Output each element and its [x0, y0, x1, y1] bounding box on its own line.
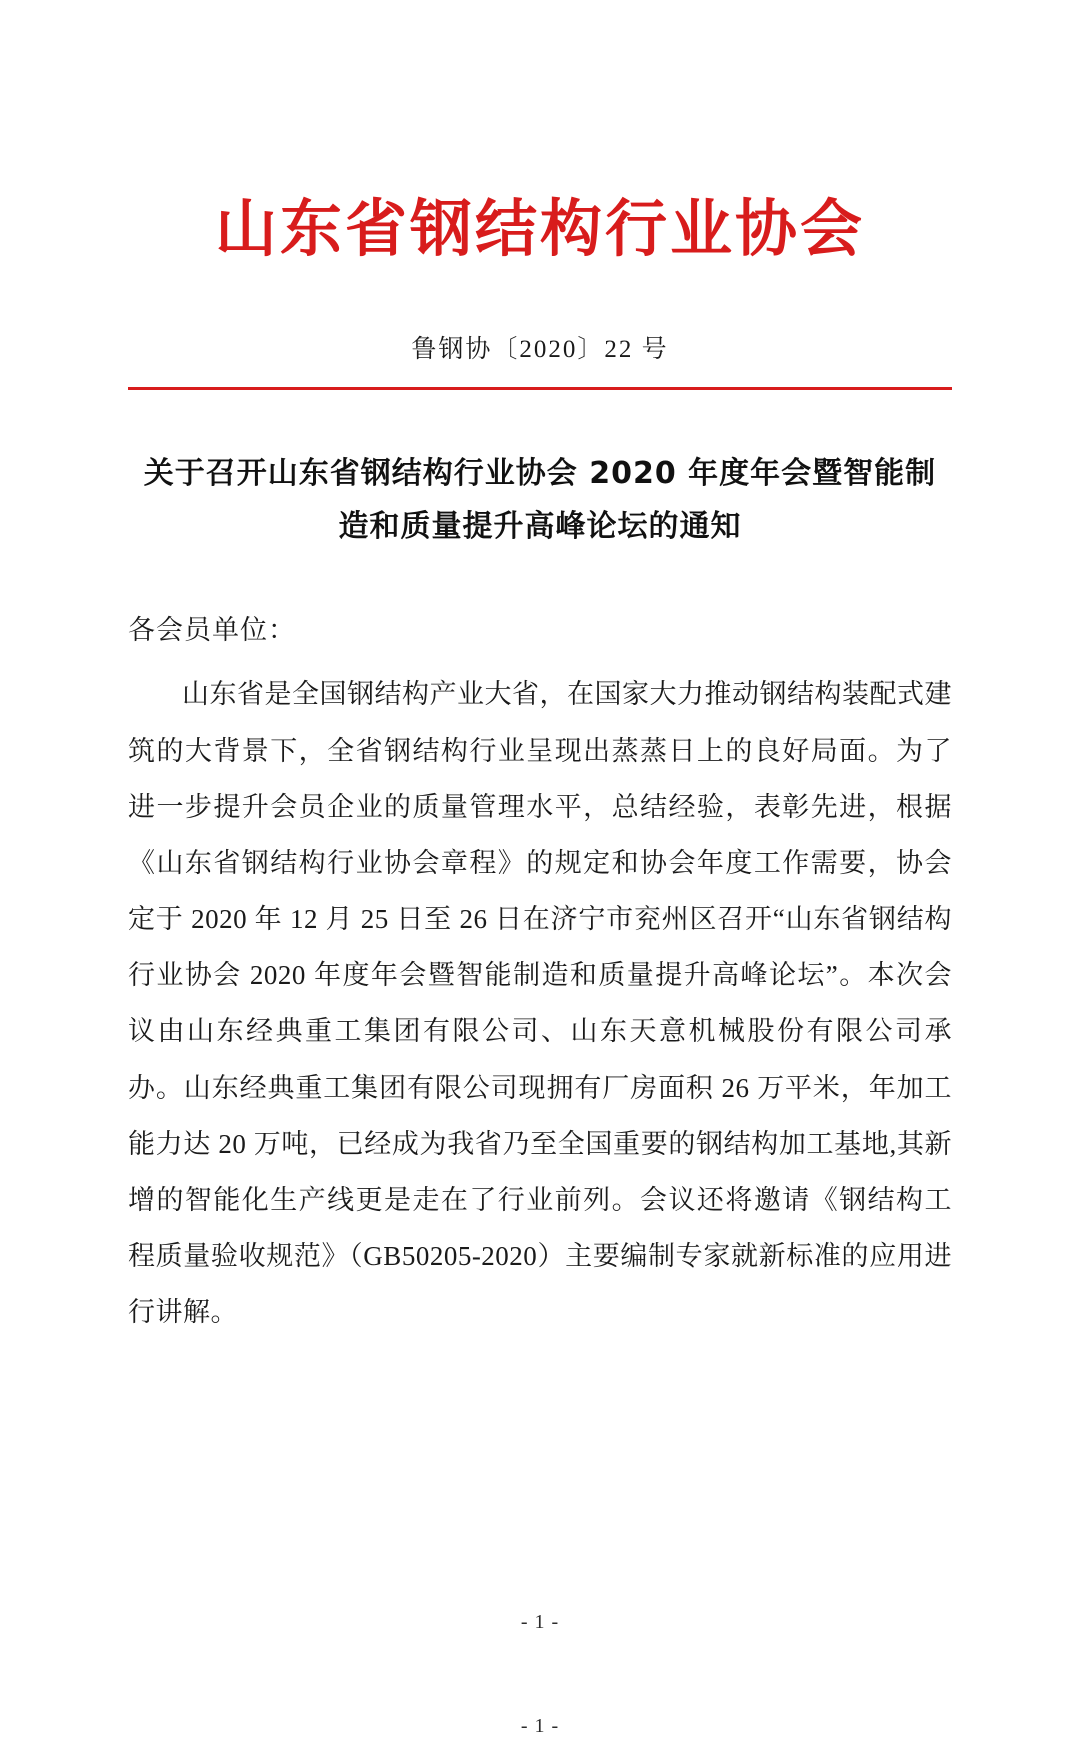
sheet-page-number: - 1 - [520, 1715, 560, 1737]
document-number: 鲁钢协〔2020〕22 号 [411, 336, 669, 364]
body-paragraph: 山东省是全国钢结构产业大省，在国家大力推动钢结构装配式建筑的大背景下，全省钢结构行业呈现出蒸蒸日上的良好局面。为了进一步提升会员企业的质量管理水平，总结经验，表彰先进，根据《山东省钢结构行业协会章程》的规定和协会年度工作需要，协会定于 2020 年 12 月 25 日至 26 日在济宁市兖州区召开“山东省钢结构行业协会 2020 年度年会暨智能制造和质量提升高峰论坛”。本次会议由山东经典重工集团有限公司、山东天意机械股份有限公司承办。山东经典重工集团有限公司现拥有厂房面积 26 万平米，年加工能力达 20 万吨，已经成为我省乃至全国重要的钢结构加工基地,其新增的智能化生产线更是走在了行业前列。会议还将邀请《钢结构工程质量验收规范》（GB50205-2020）主要编制专家就新标准的应用进行讲解。 [128, 679, 952, 1328]
salutation: 各会员单位： [128, 615, 296, 646]
red-divider-rule [128, 387, 952, 390]
page-number-footer: - 1 - [520, 1611, 560, 1633]
organization-title: 山东省钢结构行业协会 [214, 192, 865, 265]
document-page [0, 192, 1080, 1760]
document-title: 关于召开山东省钢结构行业协会 2020 年度年会暨智能制造和质量提升高峰论坛的通知 [143, 456, 937, 544]
